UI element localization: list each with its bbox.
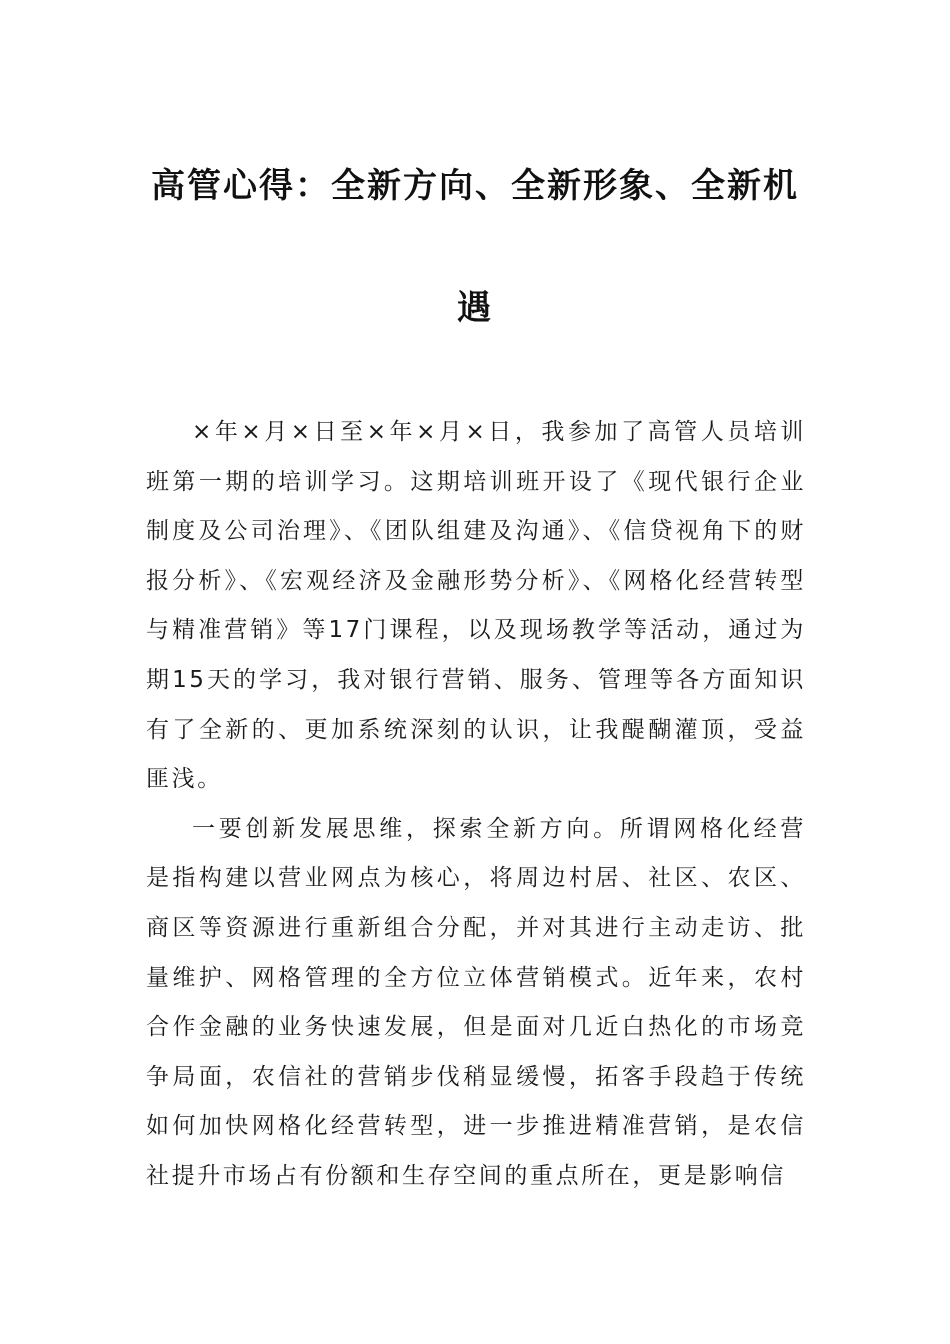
paragraph-1: ×年×月×日至×年×月×日，我参加了高管人员培训班第一期的培训学习。这期培训班开设了《现代银行企业制度及公司治理》、《团队组建及沟通》、《信贷视角下的财报分析》、《宏观经济及金融形势分析》、《网格化经营转型与精准营销》等17门课程，以及现场教学等活动，通过为期15天的学习，我对银行营销、服务、管理等各方面知识有了全新的、更加系统深刻的认识，让我醍醐灌顶，受益匪浅。 [146, 419, 806, 793]
paragraph-2: 一要创新发展思维，探索全新方向。所谓网格化经营是指构建以营业网点为核心，将周边村居、社区、农区、商区等资源进行重新组合分配，并对其进行主动走访、批量维护、网格管理的全方位立体营销模式。近年来，农村合作金融的业务快速发展，但是面对几近白热化的市场竞争局面，农信社的营销步伐稍显缓慢，拓客手段趋于传统如何加快网格化经营转型，进一步推进精准营销，是农信社提升市场占有份额和生存空间的重点所在，更是影响信 [146, 815, 806, 1189]
document-title-line-2: 遇 [457, 288, 493, 328]
document-body [146, 408, 806, 1202]
document-title-line-1: 高管心得：全新方向、全新形象、全新机 [151, 166, 799, 206]
